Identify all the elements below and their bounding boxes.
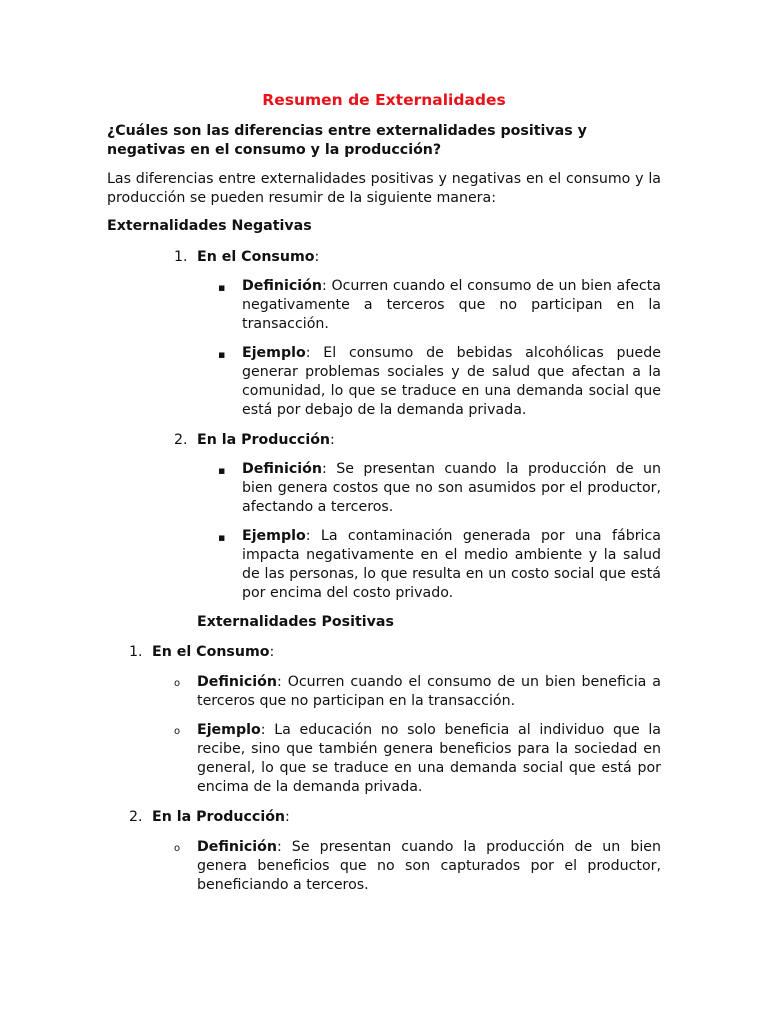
intro-paragraph: Las diferencias entre externalidades positivas y negativas en el consumo y la producción se pueden resumir de la siguiente manera:	[107, 171, 661, 206]
neg-produccion-label: En la Producción	[197, 432, 331, 448]
ejemplo-text: : El consumo de bebidas alcohólicas puede generar problemas sociales y de salud que afectan a la comunidad, lo que se traduce en una demanda social que está por debajo de la demanda privada.	[242, 345, 661, 418]
ejemplo-text: : La educación no solo beneficia al individuo que la recibe, sino que también genera beneficios para la sociedad en general, lo que se traduce en una demanda social que está por encima de la demanda privada.	[197, 722, 661, 795]
ejemplo-label: Ejemplo	[242, 345, 306, 361]
definicion-text: : Se presentan cuando la producción de un bien genera beneficios que no son capturados por el productor, beneficiando a terceros.	[197, 839, 661, 893]
definicion-text: : Ocurren cuando el consumo de un bien beneficia a terceros que no participan en la transacción.	[197, 674, 661, 709]
pos-consumo-item	[152, 643, 274, 662]
pos-produccion-item	[152, 808, 290, 827]
neg-consumo-definicion	[242, 277, 661, 334]
square-bullet: ▪	[218, 348, 226, 361]
square-bullet: ▪	[218, 464, 226, 477]
neg-produccion-number: 2.	[174, 432, 188, 448]
pos-produccion-label: En la Producción	[152, 809, 286, 825]
circle-bullet: o	[174, 843, 181, 854]
circle-bullet: o	[174, 678, 181, 689]
negative-heading: Externalidades Negativas	[107, 218, 312, 234]
neg-consumo-number: 1.	[174, 249, 188, 265]
definicion-label: Definición	[197, 674, 277, 690]
definicion-text: : Se presentan cuando la producción de un bien genera costos que no son asumidos por el productor, afectando a terceros.	[242, 461, 661, 515]
neg-consumo-ejemplo	[242, 344, 661, 420]
pos-consumo-definicion	[197, 673, 661, 711]
pos-consumo-ejemplo	[197, 721, 661, 797]
pos-produccion-number: 2.	[129, 809, 143, 825]
ejemplo-text: : La contaminación generada por una fábrica impacta negativamente en el medio ambiente y la salud de las personas, lo que resulta en un costo social que está por encima del costo privado.	[242, 528, 661, 601]
pos-consumo-colon: :	[269, 644, 275, 660]
document-title: Resumen de Externalidades	[262, 91, 506, 109]
neg-produccion-colon: :	[330, 432, 335, 448]
neg-consumo-label: En el Consumo	[197, 249, 315, 265]
pos-produccion-definicion	[197, 838, 661, 895]
neg-produccion-definicion	[242, 460, 661, 517]
definicion-label: Definición	[242, 278, 322, 294]
definicion-label: Definición	[242, 461, 322, 477]
neg-produccion-item	[197, 431, 335, 450]
definicion-label: Definición	[197, 839, 277, 855]
pos-produccion-colon: :	[285, 809, 290, 825]
pos-consumo-number: 1.	[129, 644, 143, 660]
definicion-text: : Ocurren cuando el consumo de un bien afecta negativamente a terceros que no participan en la transacción.	[242, 278, 661, 332]
neg-consumo-item	[197, 248, 319, 267]
pos-consumo-label: En el Consumo	[152, 644, 270, 660]
neg-consumo-colon: :	[314, 249, 320, 265]
ejemplo-label: Ejemplo	[197, 722, 261, 738]
neg-produccion-ejemplo	[242, 527, 661, 603]
circle-bullet: o	[174, 726, 181, 737]
square-bullet: ▪	[218, 531, 226, 544]
positive-heading: Externalidades Positivas	[197, 614, 394, 630]
question-heading: ¿Cuáles son las diferencias entre externalidades positivas y negativas en el consumo y la producción?	[107, 123, 587, 158]
square-bullet: ▪	[218, 281, 226, 294]
ejemplo-label: Ejemplo	[242, 528, 306, 544]
